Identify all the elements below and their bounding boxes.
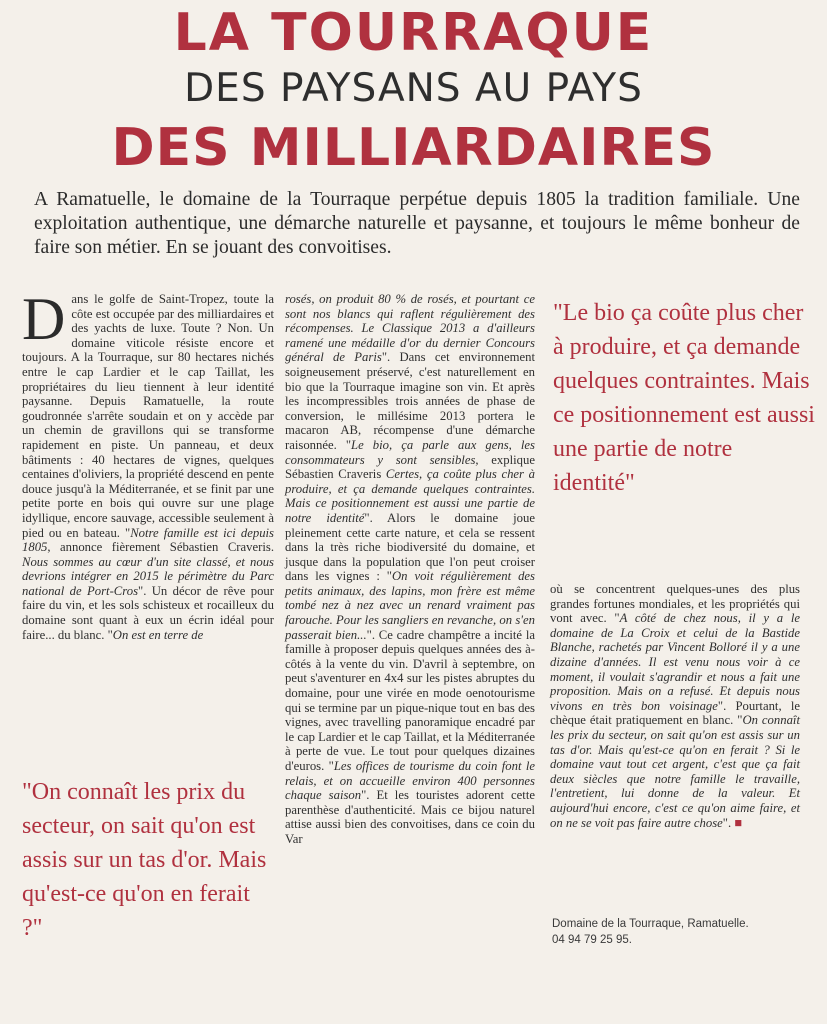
pull-quote-right: "Le bio ça coûte plus cher à produire, et ça demande quelques contraintes. Mais ce positionnement est aussi une partie de notre identité" — [553, 300, 815, 496]
pull-quote-left: "On connaît les prix du secteur, on sait qu'on est assis sur un tas d'or. Mais qu'est-ce qu'on en ferait ?" — [22, 779, 267, 941]
quote-run: On est en terre de — [112, 627, 204, 642]
quote-run: Nous sommes au cœur d'un site classé, et nous devrions intégrer en 2015 le périmètre du Parc national de Port-Cros — [22, 554, 274, 598]
text-run: , annonce fièrement Sébastien Craveris. — [47, 540, 274, 555]
quote-run: A côté de chez nous, il y a le domaine de La Croix et celui de la Bastide Blanche, rachetés par Vincent Bolloré il y a une dizaine d'années. Il est venu nous voir à ce moment, il voulait s'agrandir et nous a fait une proposition. Mais on a refusé. Et depuis nous vivons en très bon voisinage — [550, 611, 800, 713]
headline-line-2: DES PAYSANS AU PAYS — [184, 66, 643, 111]
quote-run: Notre famille est ici depuis 1805 — [22, 525, 274, 555]
headline-line-1: LA TOURRAQUE — [173, 3, 654, 63]
text-run: ". Dans cet environnement soigneusement préservé, c'est naturellement en bio que la Tourraque imagine son vin. Et après les incompressibles trois années de phase de conversion, le millésime 2013 portera le macaron AB, récompense d'une démarche raisonnée. " — [285, 350, 535, 452]
intro-paragraph: A Ramatuelle, le domaine de la Tourraque perpétue depuis 1805 la tradition familiale. Une exploitation authentique, une démarche naturelle et paysanne, et toujours le même bonheur de faire son métier. En se jouant des convoitises. — [34, 189, 800, 258]
text-run: ". — [722, 815, 732, 830]
address-block — [552, 916, 802, 948]
quote-run: On voit régulièrement des petits animaux, des lapins, mon frère est même tombé nez à nez avec un renard vraiment pas farouche. Pour les sangliers en revanche, on s'en passerait bien... — [285, 569, 535, 642]
column-2-paragraph — [285, 292, 535, 847]
domain-name: Domaine de la Tourraque, Ramatuelle. — [552, 918, 749, 930]
text-run: ". Alors le domaine joue pleinement cette carte nature, et cela se ressent dans la très riche biodiversité du domaine, et jusque dans la population que l'on peut croiser dans les vignes : " — [285, 510, 535, 584]
quote-run: rosés, on produit 80 % de rosés, et pourtant ce sont nos blancs qui raflent régulièrement des récompenses. Le Classique 2013 a d'ailleurs ramené une médaille d'or du dernier Concours général de Paris — [285, 292, 535, 365]
text-run: ". Un décor de rêve pour faire du vin, et les sols schisteux et rocailleux du domaine sont quant à eux un écrin idéal pour faire... du blanc. " — [22, 583, 274, 642]
end-mark: ■ — [734, 815, 742, 830]
dropcap: D — [22, 286, 66, 352]
quote-run: Certes, ça coûte plus cher à produire, et ça demande quelques contraintes. Mais ce positionnement est aussi une partie de notre identité — [285, 467, 535, 525]
text-run: ". Ce cadre champêtre a incité la famille à proposer depuis quelques années des à-côtés à la vente du vin. D'avril à septembre, on peut s'aventurer en 4x4 sur les pistes abruptes du domaine, pour une virée en mode oenotourisme qui se termine par un pique-nique tout en bas des vignes, avec travelling panoramique encadré par le cap Lardier et le cap Taillat, et la Méditerranée à perte de vue. Le tout pour quelques dizaines d'euros. " — [285, 627, 535, 773]
text-run: ". Pourtant, le chèque était pratiquement en blanc. " — [550, 698, 800, 728]
text-run: explique Sébastien Craveris — [285, 452, 535, 482]
text-run: ans le golfe de Saint-Tropez, toute la côte est occupée par des milliardaires et des yachts de luxe. Toute ? Non. Un domaine viticole résiste encore et toujours. A la Tourraque, sur 80 hectares nichés entre le cap Lardier et le cap Taillat, les propriétaires du lieu tiennent à leur identité paysanne. Depuis Ramatuelle, la route goudronnée s'arrête soudain et on y accède par un chemin de gravillons qui se transforme rapidement en piste. Un panneau, et deux bâtiments : 40 hectares de vignes, quelques centaines d'oliviers, la propriété descend en pente douce jusqu'à la Méditerranée, et se finit par une petite porte en bois qui ouvre sur une plage idyllique, encore sauvage, accessible seulement à pied ou en bateau. " — [22, 292, 274, 540]
article-column-1 — [22, 286, 274, 642]
column-1-paragraph — [22, 286, 274, 642]
column-3-paragraph — [550, 582, 800, 830]
article-column-3 — [550, 582, 800, 830]
text-run: ". Et les touristes adorent cette parenthèse d'authenticité. Mais ce bijou naturel attise aussi bien des convoitises, dans ce coin du Var — [285, 788, 535, 846]
headline-line-3: DES MILLIARDAIRES — [111, 118, 716, 178]
text-run: où se concentrent quelques-unes des plus grandes fortunes mondiales, et les propriétés qui vont avec. " — [550, 582, 800, 626]
quote-run: Le bio, ça parle aux gens, les consommateurs y sont sensibles, — [285, 437, 535, 467]
quote-run: Les offices de tourisme du coin font le relais, et on accueille environ 400 personnes chaque saison — [285, 759, 535, 803]
article-column-2 — [285, 292, 535, 847]
quote-run: On connaît les prix du secteur, on sait qu'on est assis sur un tas d'or. Mais qu'est-ce qu'on en ferait ? Si le domaine vaut tout cet argent, c'est que ça fait deux siècles que notre famille le travaille, l'entretient, lui donne de la valeur. Et aujourd'hui encore, c'est ce qu'on aime faire, et on ne se voit pas faire autre chose — [550, 713, 800, 830]
phone-number: 04 94 79 25 95. — [552, 934, 632, 946]
